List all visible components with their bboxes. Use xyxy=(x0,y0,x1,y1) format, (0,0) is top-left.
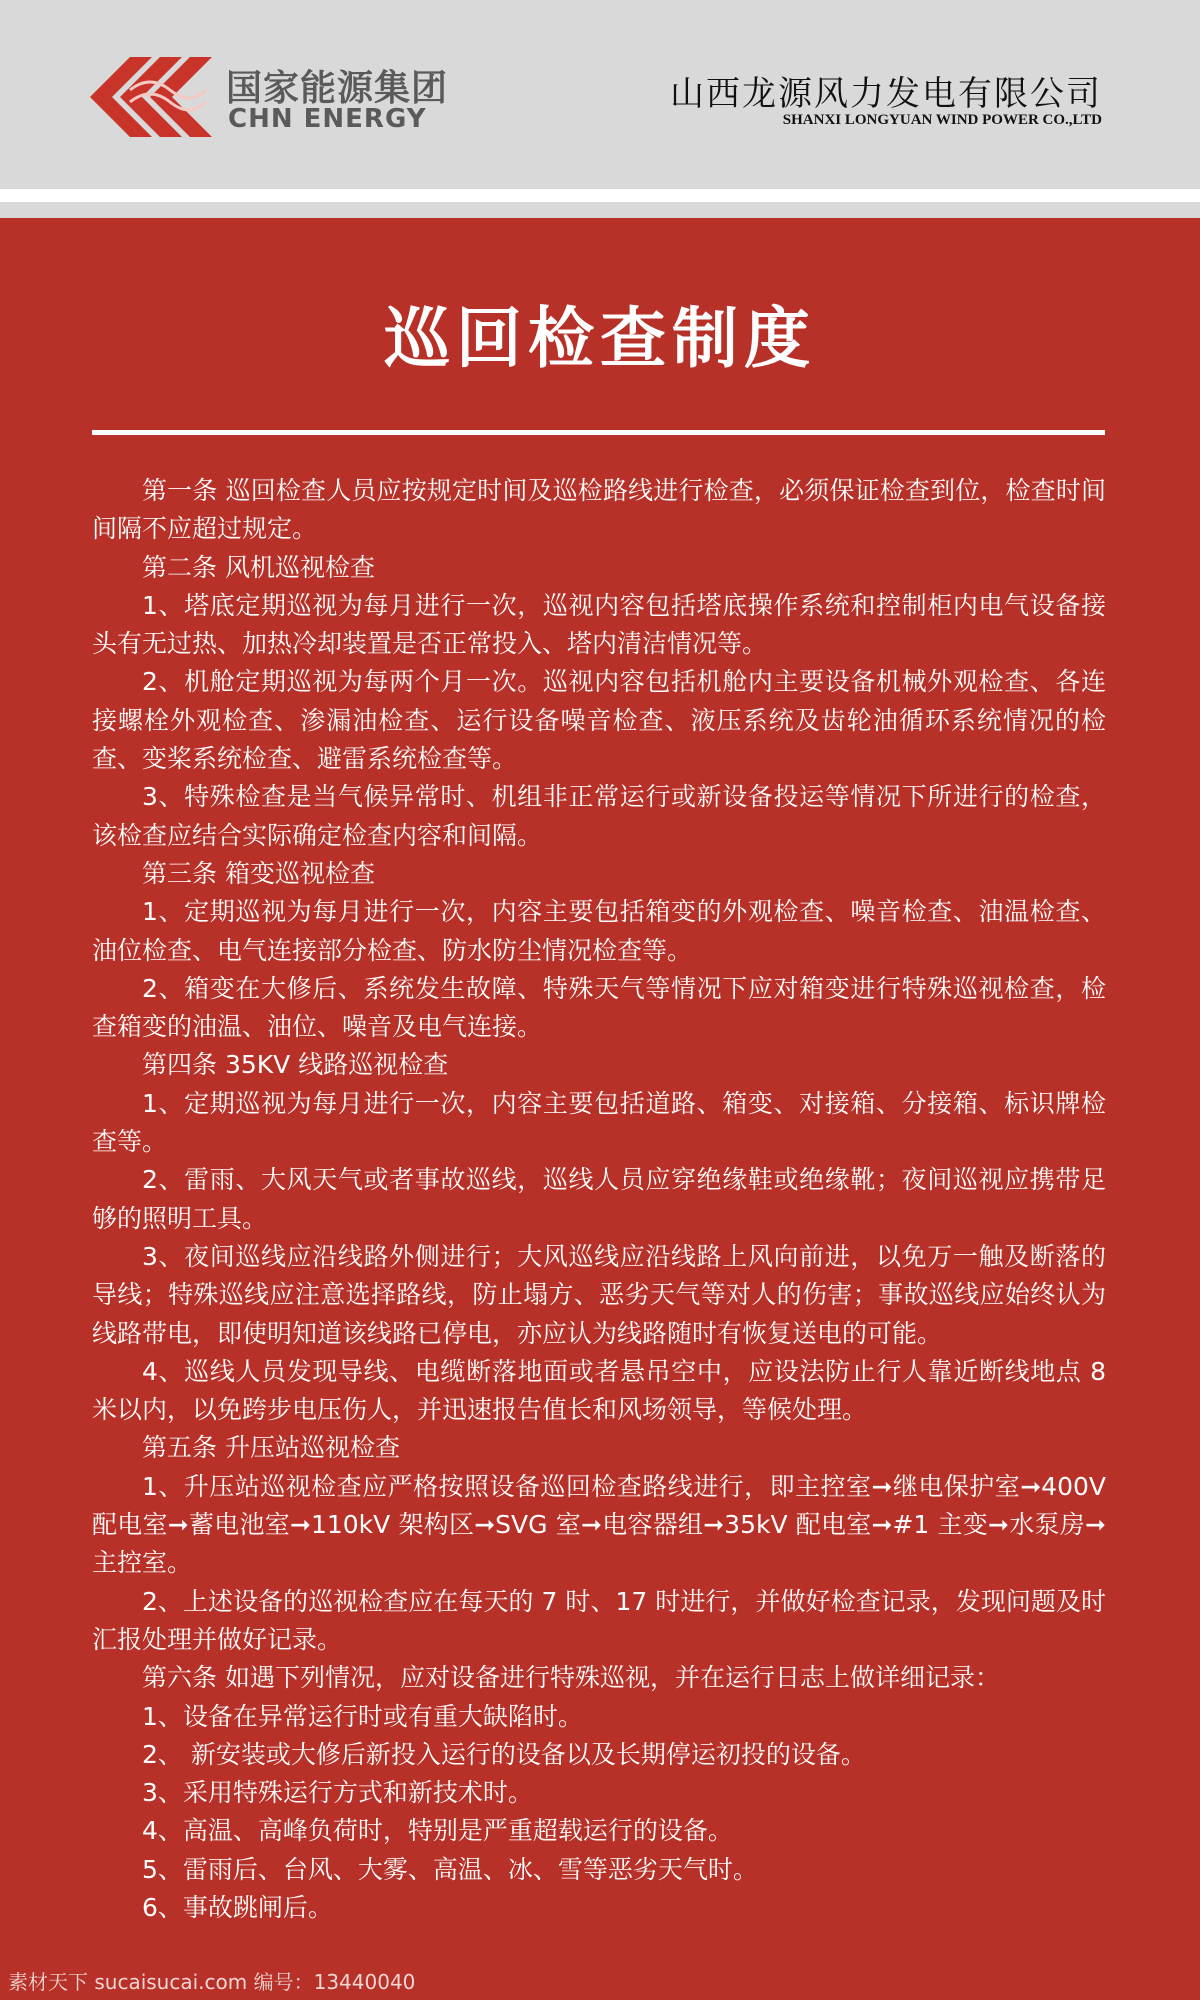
article-paragraph: 2、机舱定期巡视为每两个月一次。巡视内容包括机舱内主要设备机械外观检查、各连接螺栓外观检查、渗漏油检查、运行设备噪音检查、液压系统及齿轮油循环系统情况的检查、变桨系统检查、避雷系统检查等。 xyxy=(92,667,1106,774)
article-paragraph: 3、特殊检查是当气候异常时、机组非正常运行或新设备投运等情况下所进行的检查，该检查应结合实际确定检查内容和间隔。 xyxy=(92,782,1106,850)
list-item: 4、高温、高峰负荷时，特别是严重超载运行的设备。 xyxy=(142,1816,733,1846)
watermark-text: 素材天下 sucaisucai.com 编号：13440040 xyxy=(8,1970,416,1994)
article-paragraph: 3、夜间巡线应沿线路外侧进行；大风巡线应沿线路上风向前进，以免万一触及断落的导线；特殊巡线应注意选择路线，防止塌方、恶劣天气等对人的伤害；事故巡线应始终认为线路带电，即使明知道该线路已停电，亦应认为线路随时有恢复送电的可能。 xyxy=(92,1241,1106,1348)
article-paragraph: 1、定期巡视为每月进行一次，内容主要包括箱变的外观检查、噪音检查、油温检查、油位检查、电气连接部分检查、防水防尘情况检查等。 xyxy=(92,897,1106,965)
list-item: 6、事故跳闸后。 xyxy=(142,1892,333,1922)
article-paragraph: 1、塔底定期巡视为每月进行一次，巡视内容包括塔底操作系统和控制柜内电气设备接头有无过热、加热冷却装置是否正常投入、塔内清洁情况等。 xyxy=(92,590,1106,659)
title-underline xyxy=(92,430,1105,435)
list-item: 3、采用特殊运行方式和新技术时。 xyxy=(142,1778,533,1808)
header-divider-gray xyxy=(0,202,1200,218)
article-heading: 第五条 升压站巡视检查 xyxy=(142,1433,400,1463)
logo-chinese-name: 国家能源集团 xyxy=(226,68,449,109)
article-heading: 第四条 35KV 线路巡视检查 xyxy=(142,1050,449,1080)
logo-english-name: CHN ENERGY xyxy=(228,104,427,134)
article-paragraph: 1、定期巡视为每月进行一次，内容主要包括道路、箱变、对接箱、分接箱、标识牌检查等。 xyxy=(92,1088,1106,1157)
article-paragraph: 2、上述设备的巡视检查应在每天的 7 时、17 时进行，并做好检查记录，发现问题及时汇报处理并做好记录。 xyxy=(92,1586,1106,1654)
list-item: 5、雷雨后、台风、大雾、高温、冰、雪等恶劣天气时。 xyxy=(142,1854,758,1884)
list-item: 2、 新安装或大修后新投入运行的设备以及长期停运初投的设备。 xyxy=(142,1739,866,1769)
article-paragraph: 4、巡线人员发现导线、电缆断落地面或者悬吊空中，应设法防止行人靠近断线地点 8 米以内，以免跨步电压伤人，并迅速报告值长和风场领导，等候处理。 xyxy=(92,1356,1106,1425)
article-paragraph: 1、升压站巡视检查应严格按照设备巡回检查路线进行，即主控室➞继电保护室➞400V 配电室➞蓄电池室➞110kV 架构区➞SVG 室➞电容器组➞35kV 配电室➞#1 主变➞水泵房➞主控室。 xyxy=(92,1471,1106,1578)
article-paragraph: 2、雷雨、大风天气或者事故巡线，巡线人员应穿绝缘鞋或绝缘靴；夜间巡视应携带足够的照明工具。 xyxy=(92,1165,1106,1233)
header-divider xyxy=(0,189,1200,202)
article-paragraph: 第一条 巡回检查人员应按规定时间及巡检路线进行检查，必须保证检查到位，检查时间间隔不应超过规定。 xyxy=(92,476,1106,544)
page-title: 巡回检查制度 xyxy=(384,300,816,377)
chn-energy-logo-icon xyxy=(90,52,212,142)
list-item: 1、设备在异常运行时或有重大缺陷时。 xyxy=(142,1701,583,1731)
article-heading: 第二条 风机巡视检查 xyxy=(142,552,375,582)
article-paragraph: 2、箱变在大修后、系统发生故障、特殊天气等情况下应对箱变进行特殊巡视检查，检查箱变的油温、油位、噪音及电气连接。 xyxy=(92,973,1106,1042)
article-heading: 第三条 箱变巡视检查 xyxy=(142,858,375,888)
company-name-en: SHANXI LONGYUAN WIND POWER CO.,LTD xyxy=(782,112,1102,128)
article-heading: 第六条 如遇下列情况，应对设备进行特殊巡视，并在运行日志上做详细记录： xyxy=(142,1663,1000,1693)
regulation-body xyxy=(92,472,1106,1927)
company-name-cn: 山西龙源风力发电有限公司 xyxy=(670,74,1102,114)
